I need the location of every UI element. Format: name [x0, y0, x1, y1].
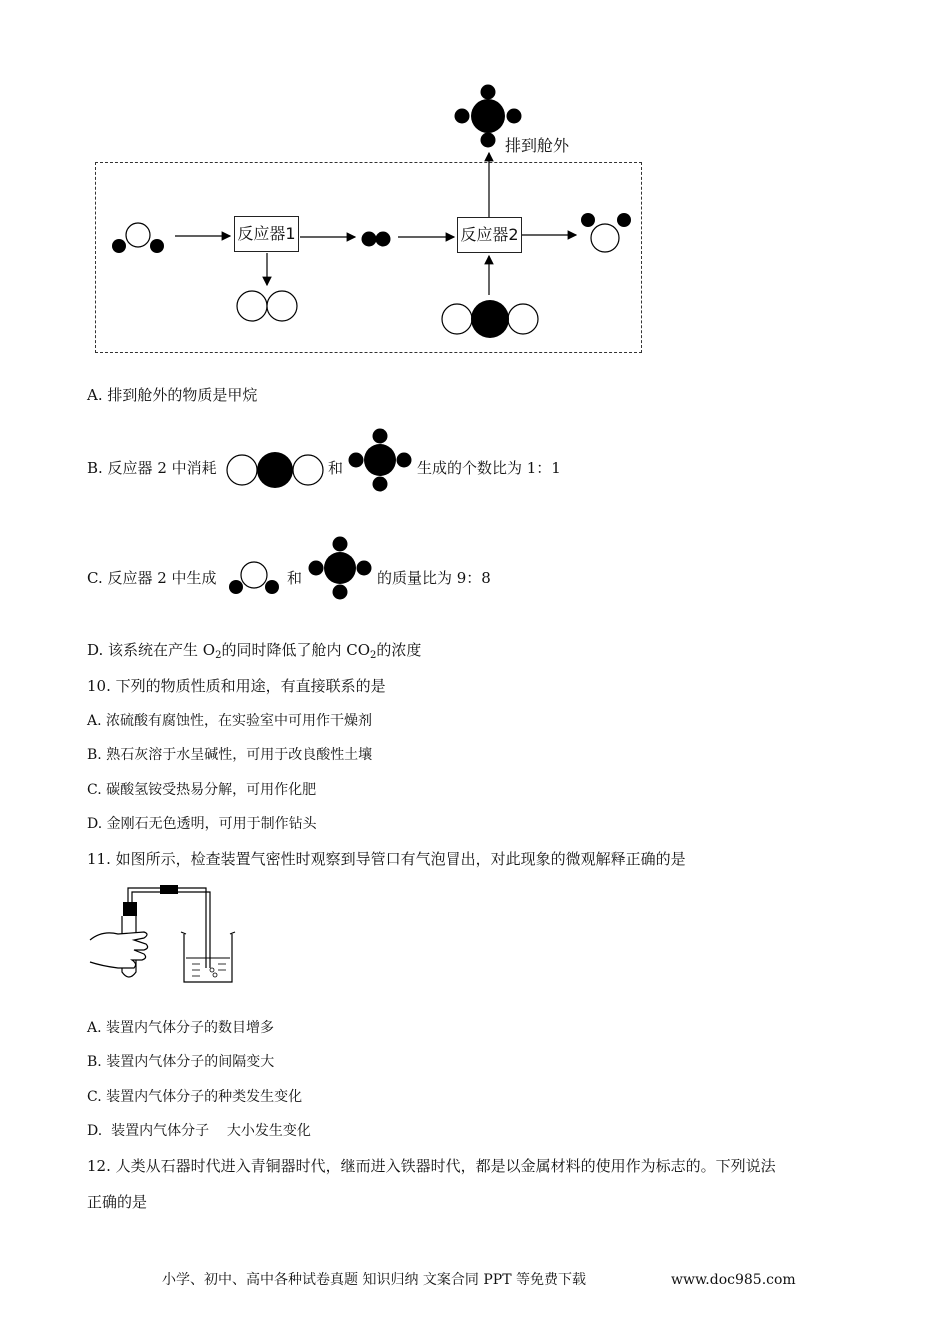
carbon-dioxide-molecule-icon: [440, 298, 540, 340]
hydrogen-molecule-icon: [360, 230, 400, 250]
q9-option-d: [87, 640, 421, 666]
q10-option-b: B. 熟石灰溶于水呈碱性，可用于改良酸性土壤: [87, 747, 373, 763]
flow-arrows: [0, 0, 950, 400]
water-molecule-icon: [226, 558, 282, 598]
q10-option-a: A. 浓硫酸有腐蚀性，在实验室中可用作干燥剂: [87, 713, 373, 729]
exhaust-label: 排到舱外: [505, 136, 570, 155]
q11-option-c: C. 装置内气体分子的种类发生变化: [87, 1089, 303, 1105]
q9-option-d-sub1: 2: [215, 650, 222, 661]
q10-option-c: C. 碳酸氢铵受热易分解，可用作化肥: [87, 782, 317, 798]
q9-option-c-prefix: C. 反应器 2 中生成: [87, 569, 217, 587]
methane-molecule-icon: [344, 424, 416, 496]
airtightness-apparatus-figure: [88, 878, 248, 988]
oxygen-molecule-icon: [235, 289, 305, 325]
q9-option-d-part3: 的浓度: [376, 641, 422, 659]
reactor-1-box: 反应器1: [234, 216, 299, 252]
q11-stem: 11. 如图所示，检查装置气密性时观察到导管口有气泡冒出，对此现象的微观解释正确的是: [87, 850, 686, 868]
water-molecule-output-icon: [578, 210, 638, 254]
q10-stem: 10. 下列的物质性质和用途，有直接联系的是: [87, 677, 386, 695]
q10-option-d: D. 金刚石无色透明，可用于制作钻头: [87, 816, 317, 832]
q9-option-d-part2: 的同时降低了舱内 CO: [221, 641, 371, 659]
q11-option-b: B. 装置内气体分子的间隔变大: [87, 1054, 275, 1070]
q11-option-d: D. 装置内气体分子 大小发生变化: [87, 1123, 311, 1139]
q9-option-d-part1: D. 该系统在产生 O: [87, 641, 216, 659]
footer-url[interactable]: www.doc985.com: [671, 1272, 796, 1288]
q9-option-d-sub2: 2: [370, 650, 377, 661]
q9-option-a: A. 排到舱外的物质是甲烷: [87, 386, 258, 404]
methane-molecule-icon: [304, 532, 376, 604]
q9-option-b-prefix: B. 反应器 2 中消耗: [87, 459, 217, 477]
q12-stem-line1: 12. 人类从石器时代进入青铜器时代，继而进入铁器时代，都是以金属材料的使用作为标志的。下列说法: [87, 1157, 776, 1175]
q9-option-b-suffix: 生成的个数比为 1：1: [417, 459, 561, 477]
footer-text: 小学、初中、高中各种试卷真题 知识归纳 文案合同 PPT 等免费下载: [162, 1272, 586, 1288]
q11-option-a: A. 装置内气体分子的数目增多: [87, 1020, 275, 1036]
reactor-2-box: 反应器2: [457, 217, 522, 253]
carbon-dioxide-molecule-icon: [225, 450, 325, 490]
q12-stem-line2: 正确的是: [87, 1193, 148, 1211]
q9-option-b-and: 和: [328, 459, 344, 477]
q9-option-c-suffix: 的质量比为 9：8: [377, 569, 491, 587]
q9-option-c-and: 和: [287, 569, 303, 587]
